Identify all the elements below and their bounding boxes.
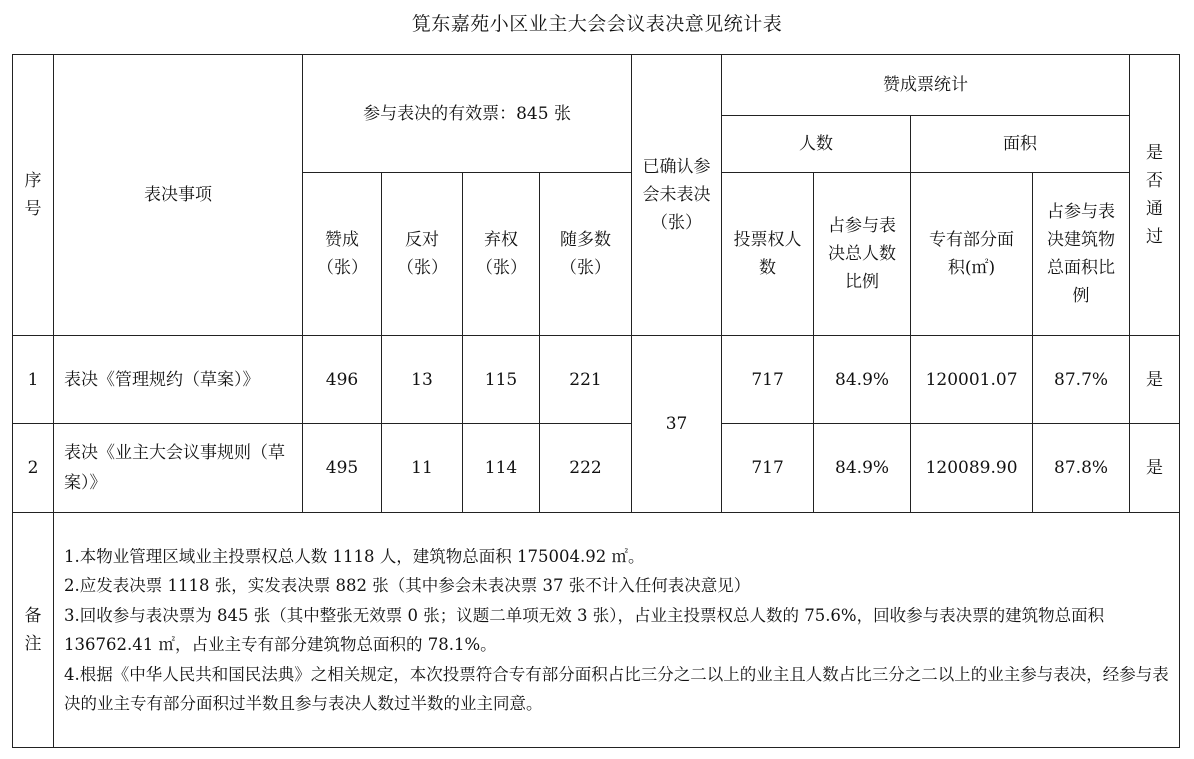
row-passed: 是 — [1130, 336, 1180, 424]
row-abstain: 114 — [463, 424, 540, 513]
row-follow-majority: 222 — [540, 424, 632, 513]
header-valid-votes: 参与表决的有效票：845 张 — [303, 55, 632, 173]
header-people: 人数 — [722, 116, 911, 173]
row-passed: 是 — [1130, 424, 1180, 513]
header-exclusive-area: 专有部分面积(㎡) — [911, 173, 1033, 336]
header-oppose: 反对（张） — [382, 173, 463, 336]
row-people-ratio: 84.9% — [814, 336, 911, 424]
row-people-ratio: 84.9% — [814, 424, 911, 513]
row-area-ratio: 87.7% — [1033, 336, 1130, 424]
row-voter-count: 717 — [722, 336, 814, 424]
note-item: 1.本物业管理区域业主投票权总人数 1118 人，建筑物总面积 175004.92 ㎡。 — [64, 546, 645, 566]
note-item: 2.应发表决票 1118 张，实发表决票 882 张（其中参会未表决票 37 张不计入任何表决意见） — [64, 576, 751, 595]
row-approve: 495 — [303, 424, 382, 513]
row-index: 1 — [13, 336, 54, 424]
row-area-ratio: 87.8% — [1033, 424, 1130, 513]
table-row — [13, 336, 1180, 424]
header-passed: 是否通过 — [1130, 55, 1180, 336]
notes-label: 备注 — [13, 513, 54, 748]
header-abstain: 弃权（张） — [463, 173, 540, 336]
header-approve: 赞成（张） — [303, 173, 382, 336]
row-follow-majority: 221 — [540, 336, 632, 424]
row-approve: 496 — [303, 336, 382, 424]
confirmed-no-vote-value: 37 — [632, 336, 722, 513]
header-confirmed-no-vote: 已确认参会未表决（张） — [632, 55, 722, 336]
row-matter: 表决《业主大会议事规则（草案）》 — [54, 424, 303, 513]
header-follow-majority: 随多数（张） — [540, 173, 632, 336]
header-people-ratio: 占参与表决总人数比例 — [814, 173, 911, 336]
notes-row — [13, 513, 1180, 748]
row-abstain: 115 — [463, 336, 540, 424]
note-item: 3.回收参与表决票为 845 张（其中整张无效票 0 张；议题二单项无效 3 张），占业主投票权总人数的 75.6%，回收参与表决票的建筑物总面积 136762.41 ㎡，占业主专有部分建筑物总面积的 78.1%。 — [64, 605, 1105, 654]
row-exclusive-area: 120089.90 — [911, 424, 1033, 513]
notes-content — [54, 513, 1180, 748]
header-index: 序号 — [13, 55, 54, 336]
page-title: 筧东嘉苑小区业主大会会议表决意见统计表 — [411, 13, 783, 35]
row-oppose: 11 — [382, 424, 463, 513]
row-voter-count: 717 — [722, 424, 814, 513]
vote-statistics-table — [12, 54, 1180, 748]
table-row — [13, 424, 1180, 513]
note-item: 4.根据《中华人民共和国民法典》之相关规定，本次投票符合专有部分面积占比三分之二以上的业主且人数占比三分之二以上的业主参与表决，经参与表决的业主专有部分面积过半数且参与表决人数过半数的业主同意。 — [64, 664, 1169, 713]
row-matter: 表决《管理规约（草案）》 — [54, 336, 303, 424]
header-matter: 表决事项 — [54, 55, 303, 336]
row-exclusive-area: 120001.07 — [911, 336, 1033, 424]
header-area: 面积 — [911, 116, 1130, 173]
header-approve-stats: 赞成票统计 — [722, 55, 1130, 116]
header-area-ratio: 占参与表决建筑物总面积比例 — [1033, 173, 1130, 336]
row-oppose: 13 — [382, 336, 463, 424]
header-voter-count: 投票权人数 — [722, 173, 814, 336]
row-index: 2 — [13, 424, 54, 513]
